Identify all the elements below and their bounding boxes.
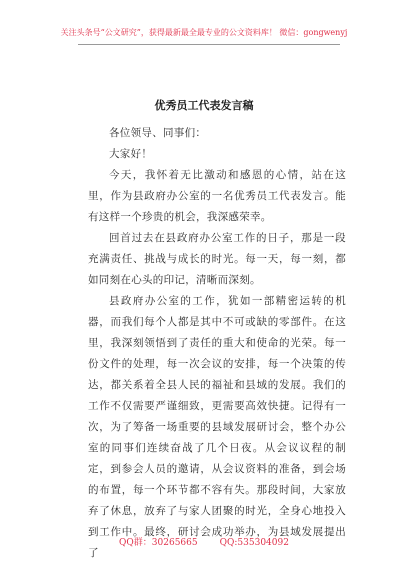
document-body <box>88 123 346 564</box>
paragraph-retrospect: 回首过去在县政府办公室工作的日子，那是一段充满责任、挑战与成长的时光。每一天，每一刻，都如同刻在心头的印记，清晰而深刻。 <box>88 232 346 286</box>
qq-group-number: QQ群：30265665 <box>119 538 198 548</box>
paragraph-opening: 今天，我怀着无比激动和感恩的心情，站在这里，作为县政府办公室的一名优秀员工代表发言。能有这样一个珍贵的机会，我深感荣幸。 <box>88 169 346 223</box>
greeting: 大家好！ <box>109 148 153 160</box>
salutation: 各位领导、同事们： <box>109 127 207 139</box>
header-banner: 关注头条号“公文研究”，获得最新最全最专业的公文资料库！ 微信：gongwenyj <box>60 28 348 37</box>
paragraph-work: 县政府办公室的工作，犹如一部精密运转的机器，而我们每个人都是其中不可或缺的零部件。在这里，我深刻领悟到了责任的重大和使命的光荣。每一份文件的处理，每一次会议的安排，每一个决策的传达，都关系着全县人民的福祉和县域的发展。我们的工作不仅需要严谨细致，更需要高效快捷。记得有一次，为了筹备一场重要的县域发展研讨会，整个办公室的同事们连续奋战了几个日夜。从会议议程的制定，到参会人员的邀请，从会议资料的准备，到会场的布置，每一个环节都不容有失。那段时间，大家放弃了休息，放弃了与家人团聚的时光，全身心地投入到工作中。最终，研讨会成功举办，为县域发展提出了 <box>88 295 346 559</box>
header-divider <box>78 44 340 45</box>
document-title: 优秀员工代表发言稿 <box>154 99 254 112</box>
qq-number: QQ:535304092 <box>219 538 289 548</box>
footer-contact <box>0 537 408 549</box>
